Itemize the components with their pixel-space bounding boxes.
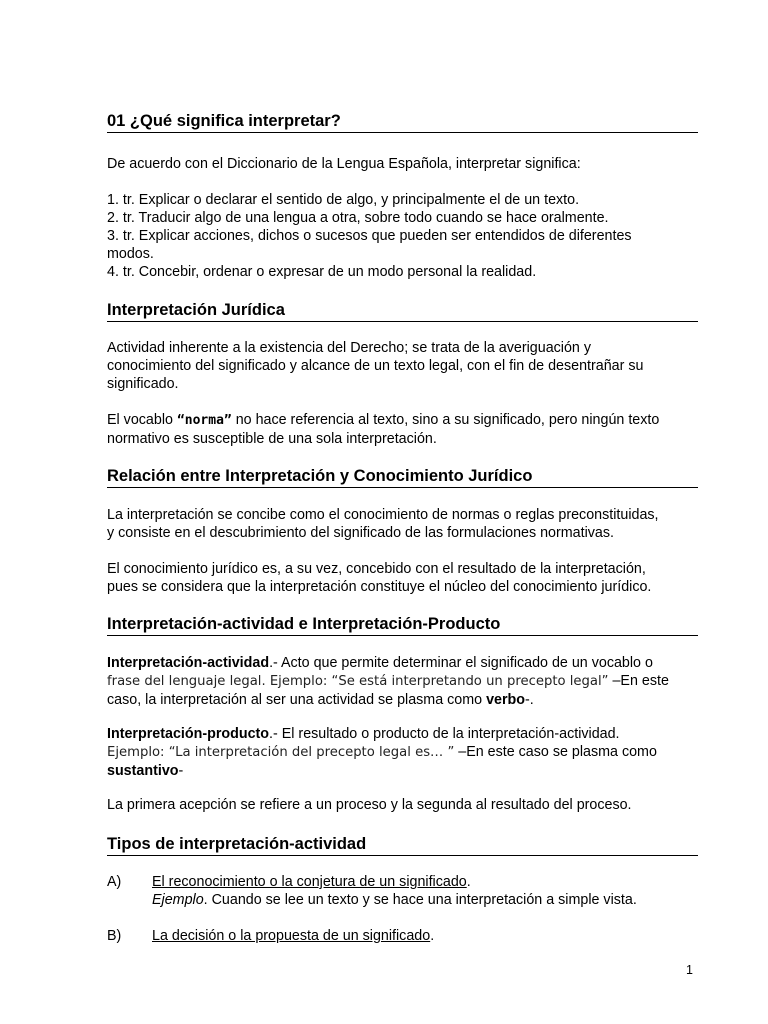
relacion-paragraph-1 <box>107 506 699 542</box>
relacion-p1-line-2: y consiste en el descubrimiento del significado de las formulaciones normativas. <box>107 525 615 541</box>
item-b-body <box>152 927 700 945</box>
actividad-term: Interpretación-actividad <box>107 655 270 671</box>
producto-line-2 <box>107 743 699 762</box>
item-a-title-line <box>152 873 700 891</box>
item-a-example-label: Ejemplo <box>152 892 204 908</box>
closing-paragraph <box>107 796 699 814</box>
item-a-example-text: . Cuando se lee un texto y se hace una interpretación a simple vista. <box>203 892 637 908</box>
sustantivo-term: sustantivo <box>107 763 179 779</box>
item-a-title-post: . <box>466 874 471 890</box>
juridica-p2-line-2: normativo es susceptible de una sola interpretación. <box>107 431 437 447</box>
closing-text: La primera acepción se refiere a un proceso y la segunda al resultado del proceso. <box>107 797 632 813</box>
actividad-line-3-post: -. <box>525 692 534 708</box>
producto-term: Interpretación-producto <box>107 726 270 742</box>
juridica-paragraph-2 <box>107 411 699 448</box>
item-b-title: La decisión o la propuesta de un significado <box>152 928 431 944</box>
actividad-line-1-rest: .- Acto que permite determinar el significado de un vocablo o <box>269 655 653 671</box>
actividad-paragraph <box>107 654 699 709</box>
verbo-term: verbo <box>486 692 526 708</box>
definitions-list <box>107 191 699 281</box>
actividad-line-2 <box>107 672 699 691</box>
producto-line-3 <box>107 762 699 780</box>
section-heading-actividad-producto: Interpretación-actividad e Interpretación-Producto <box>107 614 698 636</box>
relacion-p2-line-2: pues se considera que la interpretación constituye el núcleo del conocimiento jurídico. <box>107 579 652 595</box>
juridica-paragraph-1 <box>107 339 699 393</box>
actividad-line-3 <box>107 691 699 709</box>
definition-4: 4. tr. Concebir, ordenar o expresar de un modo personal la realidad. <box>107 264 537 280</box>
intro-text: De acuerdo con el Diccionario de la Lengua Española, interpretar significa: <box>107 156 581 172</box>
juridica-p1-line-2: conocimiento del significado y alcance de un texto legal, con el fin de desentrañar su <box>107 358 644 374</box>
intro-paragraph <box>107 155 699 173</box>
section-heading-relacion: Relación entre Interpretación y Conocimiento Jurídico <box>107 466 698 488</box>
producto-paragraph <box>107 725 699 780</box>
relacion-paragraph-2 <box>107 560 699 596</box>
actividad-example: frase del lenguaje legal. Ejemplo: “Se está interpretando un precepto legal” <box>107 674 609 689</box>
definition-2: 2. tr. Traducir algo de una lengua a otra, sobre todo cuando se hace oralmente. <box>107 210 609 226</box>
definition-1: 1. tr. Explicar o declarar el sentido de algo, y principalmente el de un texto. <box>107 192 580 208</box>
juridica-p2-line-1 <box>107 411 699 430</box>
item-a-letter: A) <box>107 874 122 890</box>
relacion-p2-line-1: El conocimiento jurídico es, a su vez, concebido con el resultado de la interpretación, <box>107 561 646 577</box>
juridica-p2-post: no hace referencia al texto, sino a su significado, pero ningún texto <box>231 412 660 428</box>
definition-3-cont: modos. <box>107 246 154 262</box>
item-a-body <box>152 873 700 909</box>
producto-line-3-post: - <box>178 763 184 779</box>
juridica-p2-pre: El vocablo <box>107 412 177 428</box>
juridica-p1-line-3: significado. <box>107 376 179 392</box>
juridica-p1-line-1: Actividad inherente a la existencia del Derecho; se trata de la averiguación y <box>107 340 591 356</box>
norma-term: “norma” <box>176 413 232 428</box>
producto-example: Ejemplo: “La interpretación del precepto legal es… ” <box>107 745 455 760</box>
item-b-title-post: . <box>430 928 435 944</box>
item-b-title-line <box>152 927 700 945</box>
item-a-title: El reconocimiento o la conjetura de un significado <box>152 874 467 890</box>
actividad-line-2-rest: –En este <box>608 673 669 689</box>
section-heading-tipos: Tipos de interpretación-actividad <box>107 834 698 856</box>
section-heading-que-significa: 01 ¿Qué significa interpretar? <box>107 111 698 133</box>
producto-line-1 <box>107 725 699 743</box>
section-heading-interpretacion-juridica: Interpretación Jurídica <box>107 300 698 322</box>
item-a-example-line <box>152 891 700 909</box>
definition-3: 3. tr. Explicar acciones, dichos o sucesos que pueden ser entendidos de diferentes <box>107 228 632 244</box>
producto-line-2-rest: –En este caso se plasma como <box>454 744 657 760</box>
actividad-line-1 <box>107 654 699 672</box>
actividad-line-3-pre: caso, la interpretación al ser una actividad se plasma como <box>107 692 487 708</box>
relacion-p1-line-1: La interpretación se concibe como el conocimiento de normas o reglas preconstituidas, <box>107 507 659 523</box>
page-number: 1 <box>686 963 693 977</box>
item-b-letter: B) <box>107 928 122 944</box>
producto-line-1-rest: .- El resultado o producto de la interpretación-actividad. <box>269 726 620 742</box>
